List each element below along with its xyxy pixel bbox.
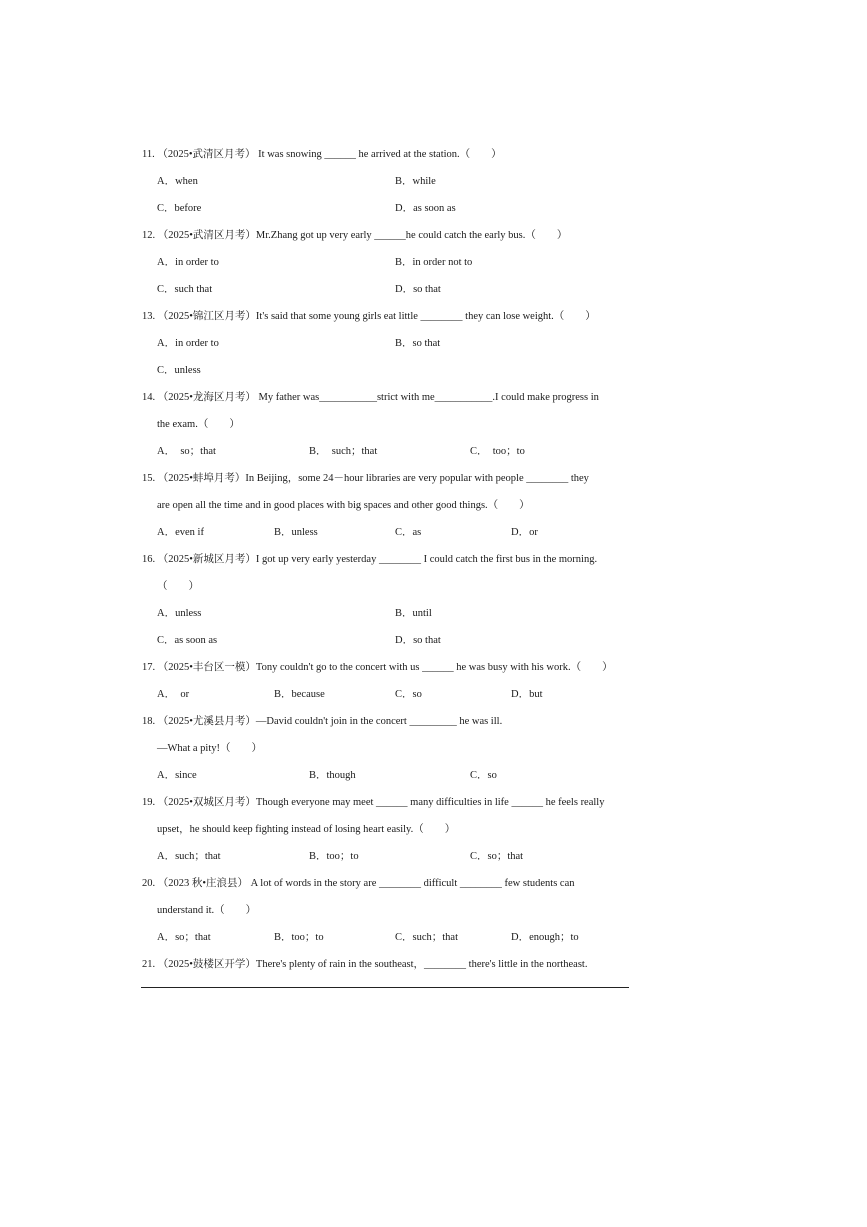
question-number: 19. — [142, 797, 156, 808]
options-row — [157, 202, 677, 216]
options-row — [157, 850, 677, 864]
question-19 — [142, 796, 604, 810]
option-a[interactable]: A．in order to — [157, 338, 219, 349]
option-d[interactable]: D．so that — [395, 284, 441, 295]
question-continuation: （ ） — [157, 581, 199, 592]
option-a[interactable]: A． or — [157, 689, 190, 700]
option-b[interactable]: B．while — [395, 176, 436, 187]
question-number: 15. — [142, 473, 156, 484]
option-c[interactable]: C．so — [470, 770, 497, 781]
options-row — [157, 769, 677, 783]
options-row — [157, 634, 677, 648]
question-number: 13. — [142, 311, 156, 322]
question-15 — [142, 472, 589, 486]
options-row — [157, 526, 677, 540]
option-b[interactable]: B．too；to — [274, 932, 324, 943]
options-row — [157, 931, 677, 945]
option-d[interactable]: D．as soon as — [395, 203, 456, 214]
option-b[interactable]: B．though — [309, 770, 356, 781]
option-a[interactable]: A．even if — [157, 527, 204, 538]
option-b[interactable]: B．until — [395, 608, 432, 619]
option-c[interactable]: C．unless — [157, 365, 201, 376]
question-number: 12. — [142, 230, 156, 241]
option-a[interactable]: A． so；that — [157, 446, 216, 457]
question-12 — [142, 229, 567, 243]
option-c[interactable]: C．as soon as — [157, 635, 218, 646]
options-row — [157, 364, 677, 378]
option-b[interactable]: B．in order not to — [395, 257, 473, 268]
option-b[interactable]: B．unless — [274, 527, 318, 538]
question-continuation: upset，he should keep fighting instead of losing heart easily.（ ） — [157, 824, 456, 835]
options-row — [157, 256, 677, 270]
options-row — [157, 337, 677, 351]
question-number: 16. — [142, 554, 156, 565]
question-number: 17. — [142, 662, 156, 673]
option-d[interactable]: D．enough；to — [511, 932, 579, 943]
option-b[interactable]: B．because — [274, 689, 325, 700]
question-17 — [142, 661, 613, 675]
question-21 — [142, 958, 587, 972]
question-16 — [142, 553, 597, 567]
question-14 — [142, 391, 599, 405]
question-number: 14. — [142, 392, 156, 403]
option-d[interactable]: D．so that — [395, 635, 441, 646]
question-text: （2023 秋•庄浪县） A lot of words in the story are ________ difficult ________ few students can — [157, 878, 575, 889]
question-text: （2025•双城区月考）Though everyone may meet ______ many difficulties in life ______ he feels really — [157, 797, 605, 808]
divider-line — [141, 987, 629, 988]
question-number: 18. — [142, 716, 156, 727]
question-13 — [142, 310, 596, 324]
question-text: （2025•新城区月考）I got up very early yesterday ________ I could catch the first bus in the morning. — [157, 554, 598, 565]
option-d[interactable]: D．or — [511, 527, 538, 538]
option-b[interactable]: B．so that — [395, 338, 441, 349]
question-text: （2025•锦江区月考）It's said that some young girls eat little ________ they can lose weight.（ ） — [157, 311, 596, 322]
question-text: （2025•丰台区一模）Tony couldn't go to the concert with us ______ he was busy with his work.（ ） — [157, 662, 613, 673]
option-c[interactable]: C． too；to — [470, 446, 525, 457]
question-text: （2025•尤溪县月考）—David couldn't join in the concert _________ he was ill. — [157, 716, 503, 727]
option-d[interactable]: D．but — [511, 689, 543, 700]
option-c[interactable]: C．so — [395, 689, 422, 700]
question-11 — [142, 148, 502, 162]
option-a[interactable]: A．when — [157, 176, 198, 187]
option-b[interactable]: B． such；that — [309, 446, 378, 457]
question-text: （2025•龙海区月考） My father was___________strict with me___________.I could make progress in — [157, 392, 599, 403]
option-c[interactable]: C．so；that — [470, 851, 524, 862]
question-continuation: the exam.（ ） — [157, 419, 240, 430]
question-number: 21. — [142, 959, 156, 970]
options-row — [157, 445, 677, 459]
question-number: 20. — [142, 878, 156, 889]
option-a[interactable]: A．such；that — [157, 851, 221, 862]
option-c[interactable]: C．as — [395, 527, 422, 538]
question-18 — [142, 715, 502, 729]
option-a[interactable]: A．unless — [157, 608, 202, 619]
question-20 — [142, 877, 574, 891]
question-number: 11. — [142, 149, 155, 160]
options-row — [157, 283, 677, 297]
option-c[interactable]: C．such；that — [395, 932, 458, 943]
option-a[interactable]: A．in order to — [157, 257, 219, 268]
question-text: （2025•武清区月考）Mr.Zhang got up very early ______he could catch the early bus.（ ） — [157, 230, 568, 241]
question-text: （2025•武清区月考） It was snowing ______ he arrived at the station.（ ） — [157, 149, 502, 160]
options-row — [157, 607, 677, 621]
option-c[interactable]: C．before — [157, 203, 202, 214]
question-continuation: are open all the time and in good places with big spaces and other good things.（ ） — [157, 500, 530, 511]
option-a[interactable]: A．since — [157, 770, 197, 781]
question-continuation: understand it.（ ） — [157, 905, 257, 916]
options-row — [157, 175, 677, 189]
question-text: （2025•蚌埠月考）In Beijing，some 24－hour libraries are very popular with people ________ they — [157, 473, 589, 484]
question-text: （2025•鼓楼区开学）There's plenty of rain in the southeast，________ there's little in the northeast. — [157, 959, 588, 970]
option-c[interactable]: C．such that — [157, 284, 213, 295]
option-b[interactable]: B．too；to — [309, 851, 359, 862]
question-continuation: —What a pity!（ ） — [157, 743, 262, 754]
options-row — [157, 688, 677, 702]
option-a[interactable]: A．so；that — [157, 932, 211, 943]
